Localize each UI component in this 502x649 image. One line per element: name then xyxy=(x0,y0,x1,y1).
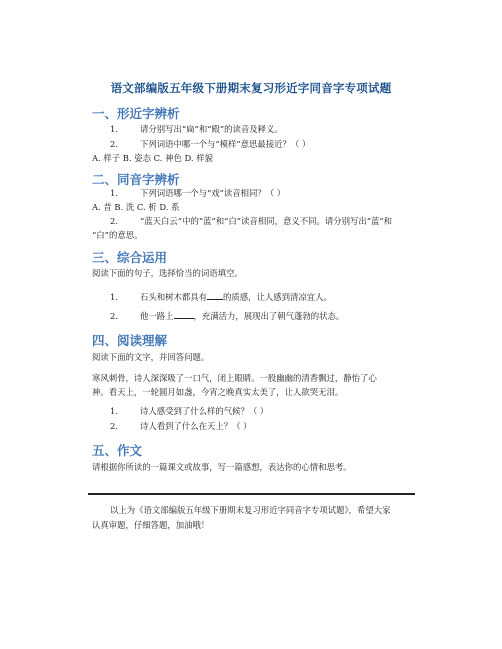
question-1-2 xyxy=(110,139,310,150)
question-1-1 xyxy=(110,124,283,135)
section-heading-1: 一、形近字辨析 xyxy=(92,106,180,121)
question-3-1 xyxy=(110,291,332,303)
sentence-after-blank: 的质感，让人感到清凉宜人。 xyxy=(223,292,332,302)
question-2-2 xyxy=(110,216,392,227)
question-number: 2. xyxy=(110,216,118,226)
sentence-after-blank: ，充满活力，展现出了朝气蓬勃的状态。 xyxy=(193,311,345,321)
section-heading-4: 四、阅读理解 xyxy=(92,333,168,348)
section-3-intro: 阅读下面的句子，选择恰当的词语填空。 xyxy=(92,268,243,278)
question-number: 2. xyxy=(110,311,118,321)
question-4-1 xyxy=(110,406,268,417)
section-heading-5: 五、作文 xyxy=(92,443,143,458)
section-heading-2: 二、同音字辨析 xyxy=(92,172,180,187)
question-text: 诗人感受到了什么样的气候？（ ） xyxy=(140,406,269,416)
question-4-2 xyxy=(110,421,252,432)
divider-line xyxy=(88,493,415,495)
sentence-before-blank: 他一路上 xyxy=(140,311,174,321)
answer-options-1: A. 样子 B. 姿态 C. 神色 D. 样貌 xyxy=(92,153,214,163)
section-4-intro: 阅读下面的文字，并回答问题。 xyxy=(92,352,210,362)
question-number: 1. xyxy=(110,124,118,134)
question-number: 2. xyxy=(110,139,118,149)
fill-blank[interactable] xyxy=(207,291,223,300)
question-2-2-continued: “白”的意思。 xyxy=(92,230,143,240)
answer-options-2: A. 昔 B. 洗 C. 析 D. 系 xyxy=(92,202,180,212)
question-number: 1. xyxy=(110,406,118,416)
question-3-2 xyxy=(110,310,344,322)
footer-line-1: 以上为《语文部编版五年级下册期末复习形近字同音字专项试题》，希望大家 xyxy=(110,505,391,515)
question-number: 1. xyxy=(110,188,118,198)
passage-line-1: 寒风刺骨，诗人深深吸了一口气，闭上眼睛。一股幽幽的清香飘过，静怡了心 xyxy=(92,373,377,383)
question-text: 诗人看到了什么在天上？（ ） xyxy=(140,421,252,431)
fill-blank[interactable] xyxy=(174,310,194,319)
footer-line-2: 认真审题，仔细答题，加油哦！ xyxy=(92,520,210,530)
question-number: 2. xyxy=(110,421,118,431)
document-title: 语文部编版五年级下册期末复习形近字同音字专项试题 xyxy=(110,81,392,95)
question-2-1 xyxy=(110,188,285,199)
sentence-before-blank: 石头和树木都具有 xyxy=(140,292,207,302)
passage-line-2: 神。看天上，一轮圆月如盏，今宵之晚真实太美了，让人欲哭无泪。 xyxy=(92,387,344,397)
question-number: 1. xyxy=(110,292,118,302)
question-text: 请分别写出“扁”和“殿”的读音及释义。 xyxy=(140,124,283,134)
question-text: 下列词语中哪一个与“模样”意思最接近？（ ） xyxy=(140,139,311,149)
section-5-intro: 请根据你所读的一篇课文或故事，写一篇感想，表达你的心情和思考。 xyxy=(92,462,352,472)
question-text-line1: “蓝天白云”中的“蓝”和“白”读音相同，意义不同。请分别写出“蓝”和 xyxy=(140,216,393,226)
question-text: 下列词语哪一个与“戏”读音相同？（ ） xyxy=(140,188,286,198)
section-heading-3: 三、综合运用 xyxy=(92,250,168,265)
